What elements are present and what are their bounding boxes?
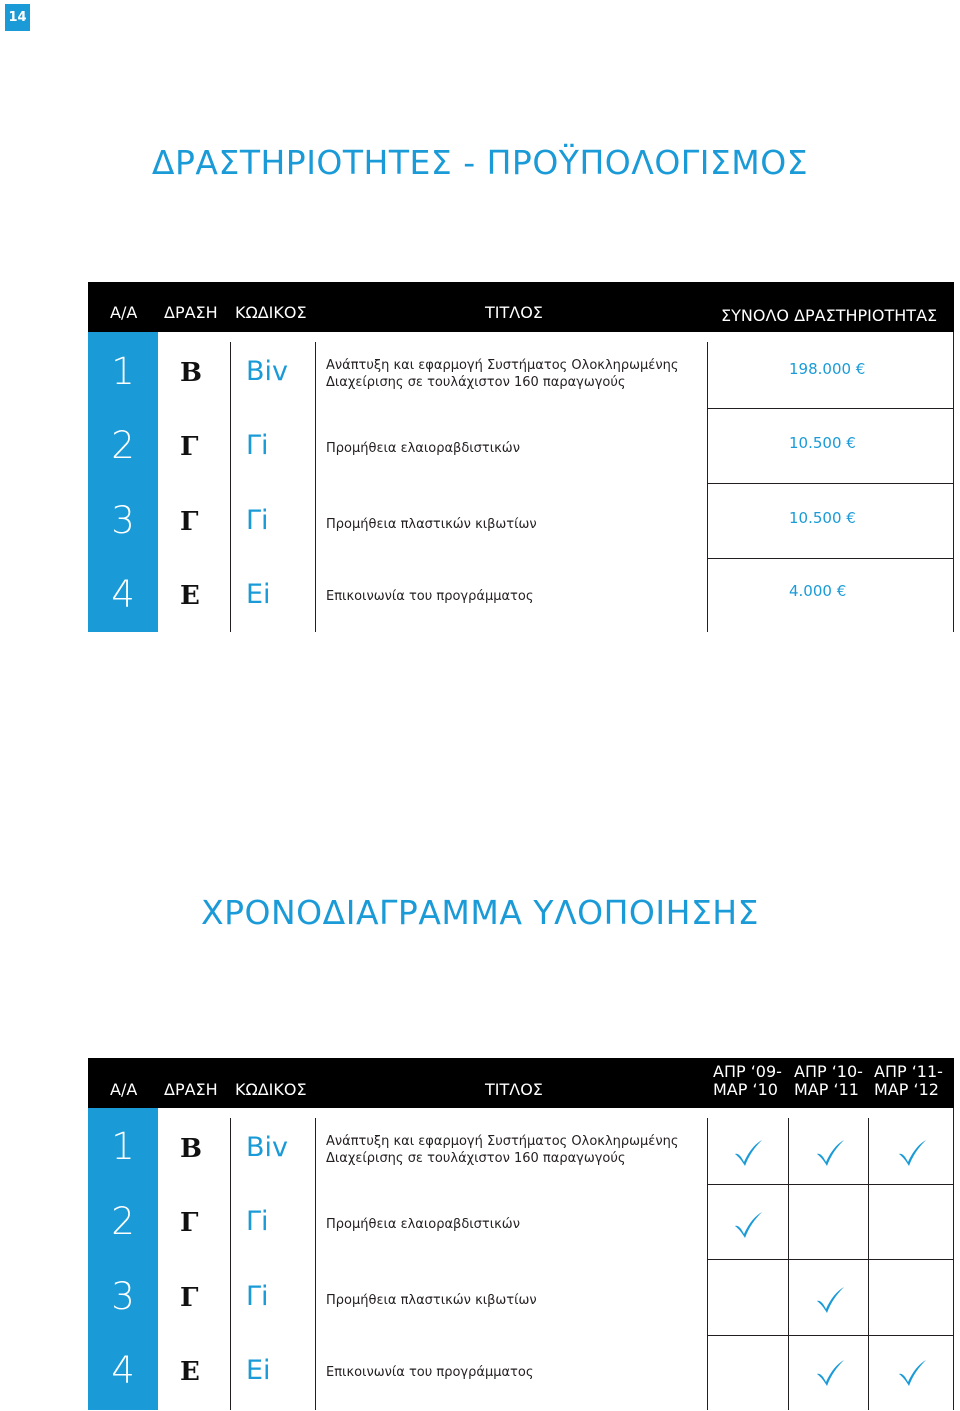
row-drasi: Γ xyxy=(180,1283,199,1313)
header-kodikos: ΚΩΔΙΚΟΣ xyxy=(235,303,307,322)
checkmark-icon xyxy=(732,1210,764,1240)
schedule-divider xyxy=(868,1118,869,1410)
schedule-row-line xyxy=(707,1259,953,1260)
row-titlos xyxy=(326,1292,537,1309)
budget-row-line xyxy=(707,558,953,559)
row-drasi: Β xyxy=(180,1134,202,1164)
header-period-line: ΜΑΡ ‘10 xyxy=(713,1080,778,1099)
row-kodikos: Βiv xyxy=(246,356,289,387)
row-kodikos: Βiv xyxy=(246,1132,289,1163)
row-titlos-line: Προμήθεια πλαστικών κιβωτίων xyxy=(326,1293,537,1308)
row-kodikos: Γi xyxy=(246,1206,269,1237)
schedule-divider xyxy=(315,1118,316,1410)
header-drasi: ΔΡΑΣΗ xyxy=(164,303,218,322)
row-titlos-line: Επικοινωνία του προγράμματος xyxy=(326,1365,534,1380)
row-number: 2 xyxy=(111,1200,135,1243)
row-titlos-line: Προμήθεια ελαιοραβδιστικών xyxy=(326,1217,520,1232)
row-titlos xyxy=(326,357,678,391)
header-titlos: ΤΙΤΛΟΣ xyxy=(485,1080,543,1099)
row-amount: 10.500 € xyxy=(789,509,856,527)
header-drasi: ΔΡΑΣΗ xyxy=(164,1080,218,1099)
header-period-2 xyxy=(794,1063,863,1099)
header-period-1 xyxy=(713,1063,782,1099)
budget-row-line xyxy=(707,483,953,484)
row-titlos-line: Επικοινωνία του προγράμματος xyxy=(326,589,534,604)
row-kodikos: Εi xyxy=(246,1355,271,1386)
header-period-line: ΜΑΡ ‘11 xyxy=(794,1080,859,1099)
row-titlos-line: Ανάπτυξη και εφαρμογή Συστήματος Ολοκληρωμένης xyxy=(326,358,679,373)
row-drasi: Ε xyxy=(180,581,200,611)
schedule-section-title: ΧΡΟΝΟΔΙΑΓΡΑΜΜΑ ΥΛΟΠΟΙΗΣΗΣ xyxy=(201,893,759,932)
budget-row-line xyxy=(707,408,953,409)
header-aa: Α/Α xyxy=(110,303,138,322)
row-titlos-line: Προμήθεια πλαστικών κιβωτίων xyxy=(326,517,537,532)
row-titlos xyxy=(326,440,520,457)
checkmark-icon xyxy=(896,1138,928,1168)
header-period-line: ΜΑΡ ‘12 xyxy=(874,1080,939,1099)
row-kodikos: Γi xyxy=(246,430,269,461)
row-number: 3 xyxy=(111,499,135,542)
row-drasi: Γ xyxy=(180,432,199,462)
schedule-divider xyxy=(953,1108,954,1410)
checkmark-icon xyxy=(732,1138,764,1168)
page-number: 14 xyxy=(5,4,30,31)
checkmark-icon xyxy=(814,1138,846,1168)
row-amount: 198.000 € xyxy=(789,360,866,378)
row-number: 2 xyxy=(111,424,135,467)
row-amount: 4.000 € xyxy=(789,582,847,600)
header-period-line: ΑΠΡ ‘11- xyxy=(874,1062,943,1081)
budget-section-title: ΔΡΑΣΤΗΡΙΟΤΗΤΕΣ - ΠΡΟΫΠΟΛΟΓΙΣΜΟΣ xyxy=(151,143,809,182)
row-kodikos: Γi xyxy=(246,1281,269,1312)
row-titlos-line: Διαχείρισης σε τουλάχιστον 160 παραγωγούς xyxy=(326,375,626,390)
header-period-3 xyxy=(874,1063,943,1099)
header-period-line: ΑΠΡ ‘09- xyxy=(713,1062,782,1081)
budget-divider xyxy=(315,342,316,632)
budget-divider xyxy=(953,332,954,632)
header-aa: Α/Α xyxy=(110,1080,138,1099)
budget-divider xyxy=(707,342,708,632)
header-total: ΣΥΝΟΛΟ ΔΡΑΣΤΗΡΙΟΤΗΤΑΣ xyxy=(721,306,938,325)
row-number: 4 xyxy=(111,573,135,616)
row-titlos xyxy=(326,1364,533,1381)
row-kodikos: Εi xyxy=(246,579,271,610)
row-titlos-line: Προμήθεια ελαιοραβδιστικών xyxy=(326,441,520,456)
schedule-divider xyxy=(230,1118,231,1410)
row-number: 4 xyxy=(111,1349,135,1392)
row-titlos-line: Ανάπτυξη και εφαρμογή Συστήματος Ολοκληρωμένης xyxy=(326,1134,679,1149)
row-drasi: Γ xyxy=(180,507,199,537)
checkmark-icon xyxy=(814,1285,846,1315)
header-titlos: ΤΙΤΛΟΣ xyxy=(485,303,543,322)
schedule-table-header xyxy=(88,1058,954,1108)
row-titlos xyxy=(326,1133,678,1167)
schedule-divider xyxy=(707,1118,708,1410)
schedule-row-line xyxy=(707,1184,953,1185)
row-titlos xyxy=(326,588,533,605)
header-kodikos: ΚΩΔΙΚΟΣ xyxy=(235,1080,307,1099)
checkmark-icon xyxy=(896,1358,928,1388)
row-titlos xyxy=(326,516,537,533)
row-number: 1 xyxy=(111,350,135,393)
row-titlos xyxy=(326,1216,520,1233)
row-number: 1 xyxy=(111,1125,135,1168)
row-kodikos: Γi xyxy=(246,505,269,536)
row-drasi: Γ xyxy=(180,1208,199,1238)
row-amount: 10.500 € xyxy=(789,434,856,452)
row-drasi: Β xyxy=(180,358,202,388)
row-titlos-line: Διαχείρισης σε τουλάχιστον 160 παραγωγούς xyxy=(326,1151,626,1166)
checkmark-icon xyxy=(814,1358,846,1388)
budget-table-header xyxy=(88,282,954,332)
row-drasi: Ε xyxy=(180,1357,200,1387)
schedule-row-line xyxy=(707,1335,953,1336)
header-period-line: ΑΠΡ ‘10- xyxy=(794,1062,863,1081)
budget-divider xyxy=(230,342,231,632)
schedule-divider xyxy=(788,1118,789,1410)
row-number: 3 xyxy=(111,1275,135,1318)
